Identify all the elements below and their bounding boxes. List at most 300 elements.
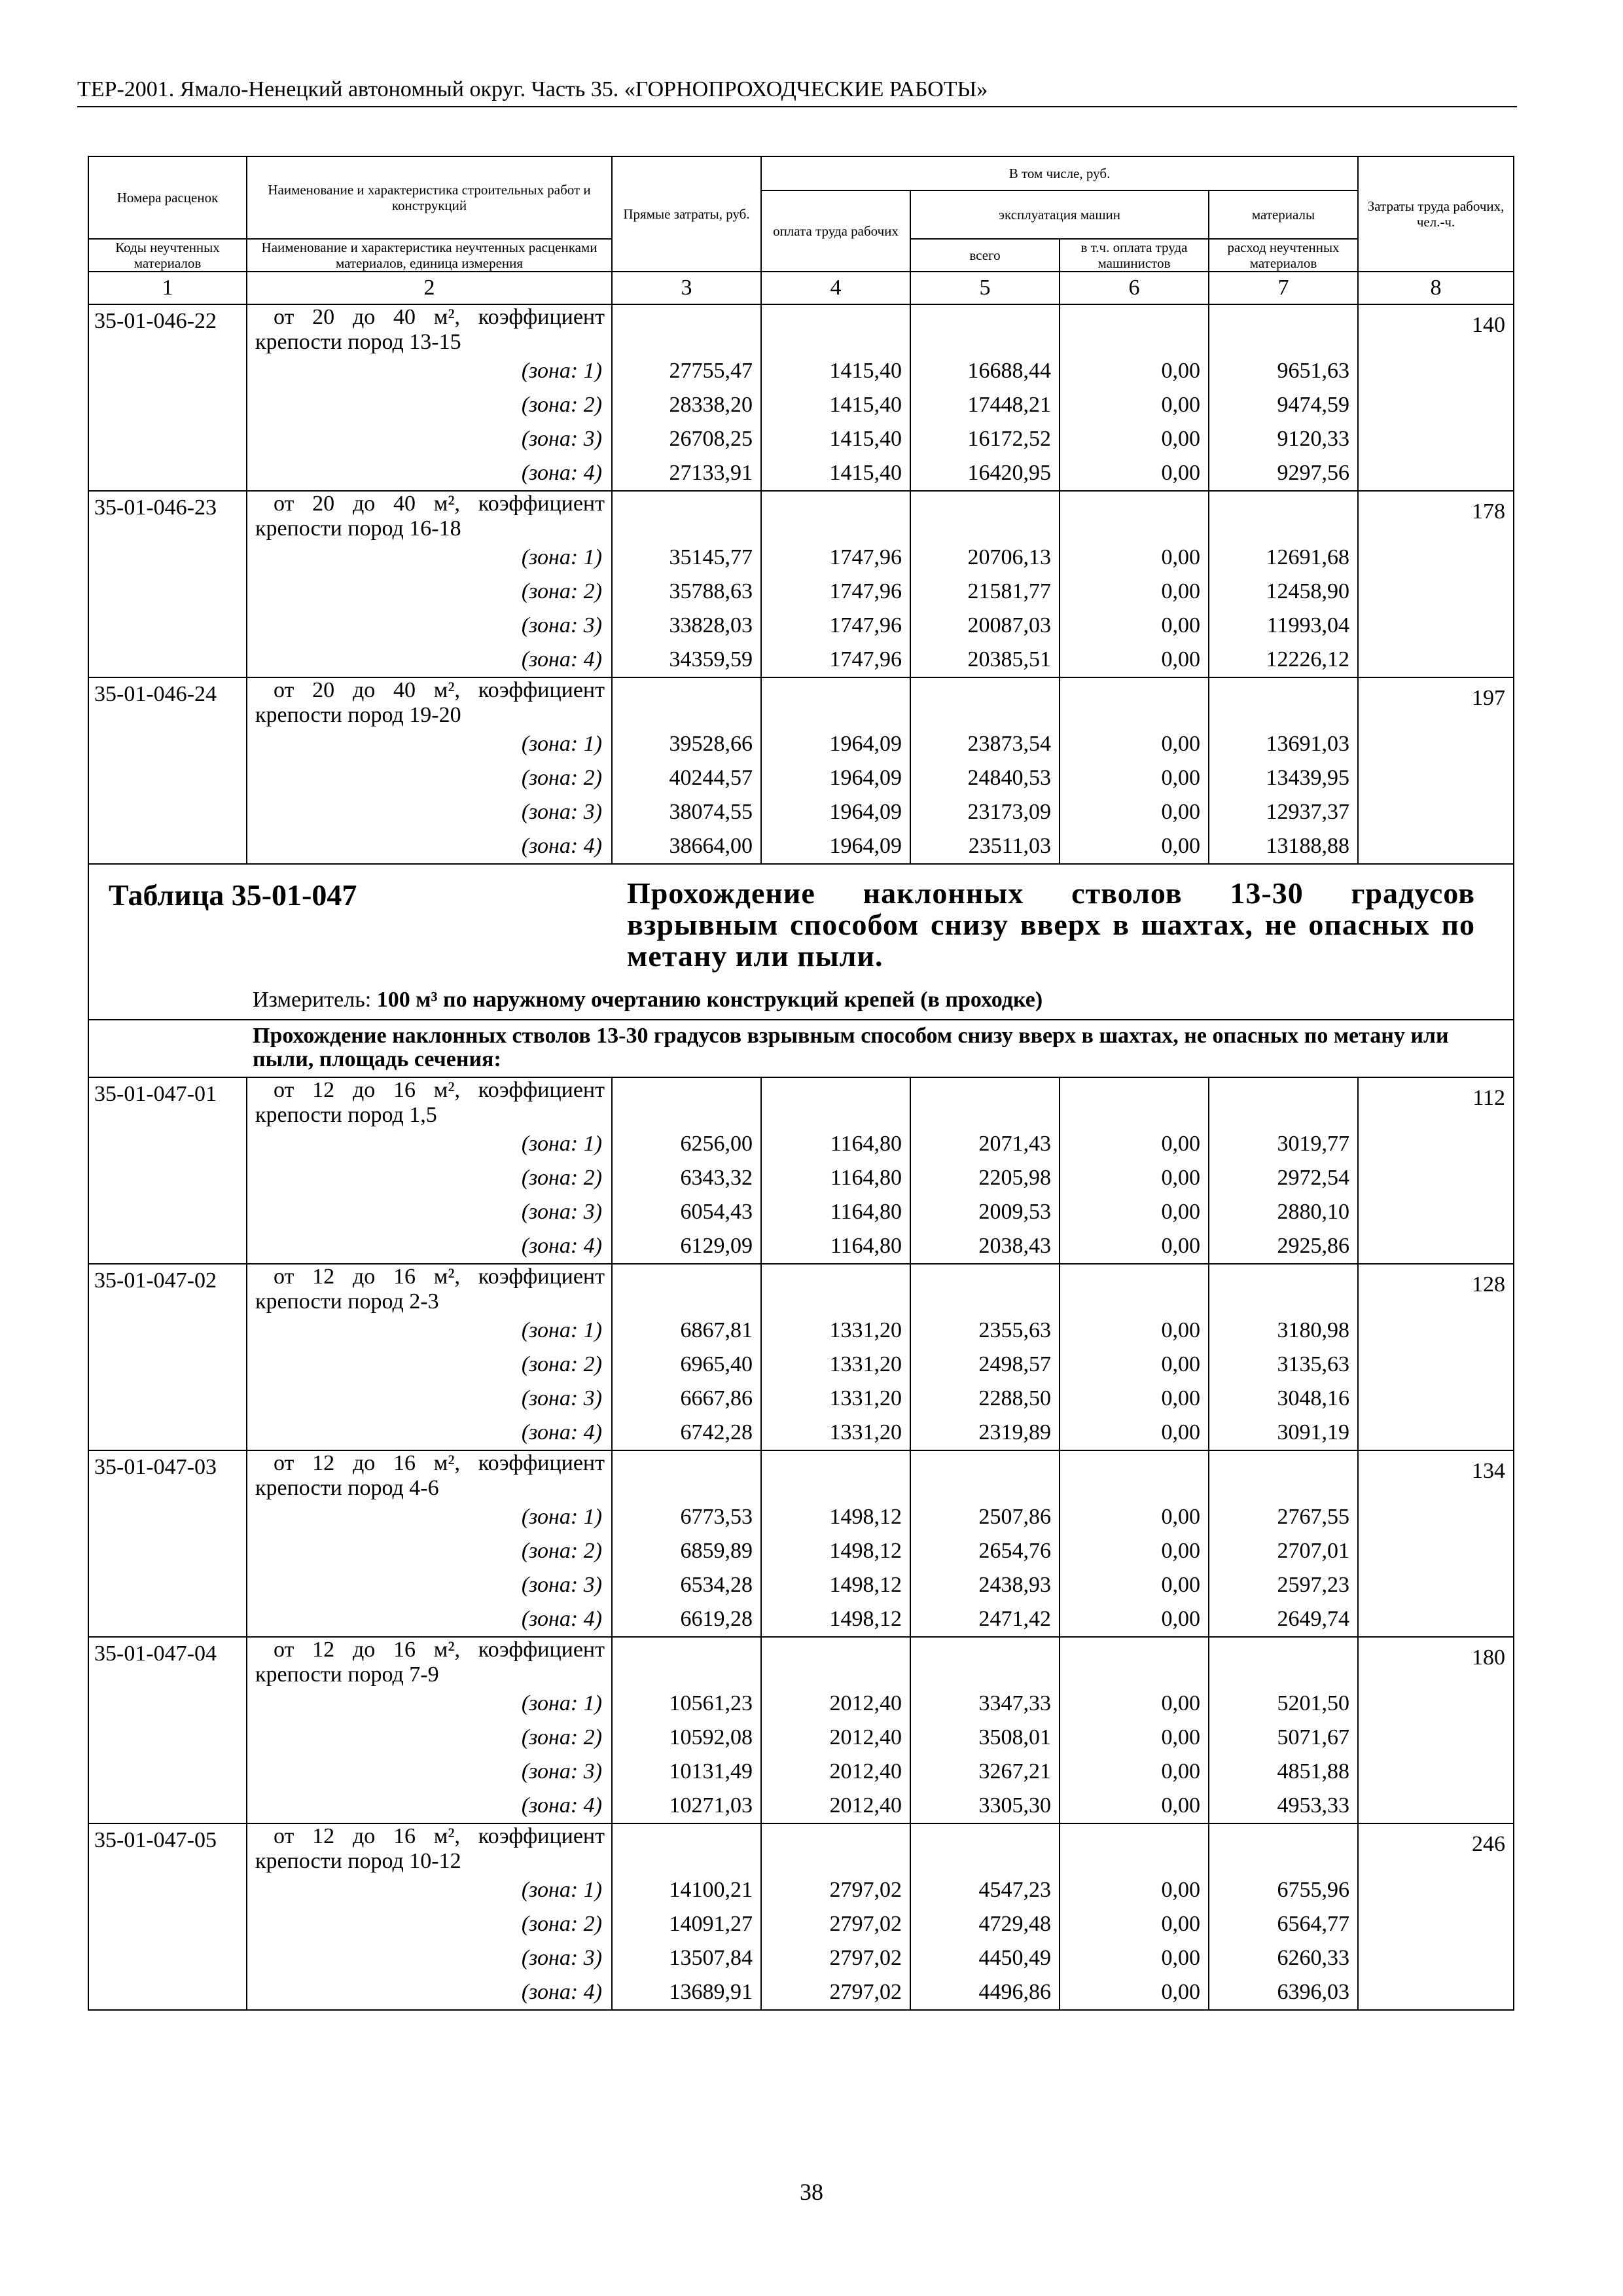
worker-pay: 1415,40 — [761, 423, 910, 457]
empty-cell — [88, 1789, 247, 1823]
col3-header: Прямые затраты, руб. — [612, 156, 761, 272]
machinist-pay: 0,00 — [1060, 389, 1209, 423]
machine-total: 2071,43 — [910, 1128, 1060, 1162]
empty-cell — [1060, 1637, 1209, 1687]
zone-row — [88, 1196, 1514, 1230]
worker-pay: 1498,12 — [761, 1603, 910, 1637]
materials-cost: 9651,63 — [1209, 355, 1358, 389]
rate-description — [247, 1637, 612, 1687]
empty-cell — [1209, 1264, 1358, 1314]
worker-pay: 1415,40 — [761, 389, 910, 423]
zone-row — [88, 830, 1514, 864]
materials-cost: 3048,16 — [1209, 1382, 1358, 1416]
materials-cost: 2880,10 — [1209, 1196, 1358, 1230]
empty-cell — [88, 575, 247, 609]
empty-cell — [1209, 304, 1358, 355]
rate-description — [247, 1077, 612, 1128]
materials-cost: 11993,04 — [1209, 609, 1358, 643]
machine-total: 4547,23 — [910, 1874, 1060, 1908]
zone-row — [88, 575, 1514, 609]
worker-pay: 2012,40 — [761, 1755, 910, 1789]
machinist-pay: 0,00 — [1060, 1874, 1209, 1908]
worker-pay: 2012,40 — [761, 1789, 910, 1823]
rate-row — [88, 491, 1514, 541]
empty-cell — [1358, 575, 1514, 609]
machinist-pay: 0,00 — [1060, 728, 1209, 762]
materials-cost: 6396,03 — [1209, 1976, 1358, 2010]
zone-row — [88, 423, 1514, 457]
empty-cell — [88, 1874, 247, 1908]
machines-header: эксплуатация машин — [910, 190, 1209, 239]
zone-row — [88, 1382, 1514, 1416]
empty-cell — [1358, 1416, 1514, 1450]
machinist-pay: 0,00 — [1060, 1162, 1209, 1196]
machine-total: 2507,86 — [910, 1501, 1060, 1535]
materials-cost: 2972,54 — [1209, 1162, 1358, 1196]
zone-row — [88, 1314, 1514, 1348]
machinist-pay: 0,00 — [1060, 355, 1209, 389]
empty-cell — [88, 1162, 247, 1196]
empty-cell — [1060, 1450, 1209, 1501]
materials-cost: 2925,86 — [1209, 1230, 1358, 1264]
group-header: В том числе, руб. — [761, 156, 1358, 190]
rate-code: 35-01-046-24 — [88, 677, 247, 728]
direct-cost: 27133,91 — [612, 457, 761, 491]
zone-row — [88, 1162, 1514, 1196]
machine-total: 2038,43 — [910, 1230, 1060, 1264]
materials-cost: 3019,77 — [1209, 1128, 1358, 1162]
empty-cell — [1358, 457, 1514, 491]
zone-label: (зона: 2) — [247, 1908, 612, 1942]
worker-pay: 1415,40 — [761, 457, 910, 491]
worker-pay: 1747,96 — [761, 643, 910, 677]
materials-cost: 12458,90 — [1209, 575, 1358, 609]
empty-cell — [1209, 1450, 1358, 1501]
zone-label: (зона: 3) — [247, 1569, 612, 1603]
materials-cost: 12226,12 — [1209, 643, 1358, 677]
empty-cell — [1358, 355, 1514, 389]
rate-description — [247, 304, 612, 355]
empty-cell — [88, 643, 247, 677]
zone-row — [88, 1721, 1514, 1755]
materials-cost: 2707,01 — [1209, 1535, 1358, 1569]
empty-cell — [88, 1348, 247, 1382]
direct-cost: 38664,00 — [612, 830, 761, 864]
machine-total: 4450,49 — [910, 1942, 1060, 1976]
zone-label: (зона: 4) — [247, 1416, 612, 1450]
rate-code: 35-01-047-03 — [88, 1450, 247, 1501]
rate-description-line: от 20 до 40 м², коэффициент — [274, 492, 605, 516]
rate-code: 35-01-046-22 — [88, 304, 247, 355]
zone-row — [88, 796, 1514, 830]
zone-label: (зона: 1) — [247, 355, 612, 389]
labor-cost: 246 — [1358, 1823, 1514, 1874]
empty-cell — [88, 728, 247, 762]
materials-cost: 4953,33 — [1209, 1789, 1358, 1823]
worker-pay: 1164,80 — [761, 1128, 910, 1162]
machine-total: 2205,98 — [910, 1162, 1060, 1196]
empty-cell — [1358, 1976, 1514, 2010]
direct-cost: 6742,28 — [612, 1416, 761, 1450]
empty-cell — [88, 389, 247, 423]
machine-total: 16420,95 — [910, 457, 1060, 491]
materials-cost: 13188,88 — [1209, 830, 1358, 864]
machine-total: 17448,21 — [910, 389, 1060, 423]
empty-cell — [88, 1942, 247, 1976]
machine-total: 3347,33 — [910, 1687, 1060, 1721]
materials-cost: 3180,98 — [1209, 1314, 1358, 1348]
machine-total: 20385,51 — [910, 643, 1060, 677]
empty-cell — [1358, 1535, 1514, 1569]
zone-row — [88, 1128, 1514, 1162]
empty-cell — [1358, 830, 1514, 864]
worker-pay: 1747,96 — [761, 609, 910, 643]
machine-total: 2288,50 — [910, 1382, 1060, 1416]
rates-table — [88, 156, 1514, 2011]
empty-cell — [612, 1823, 761, 1874]
materials-cost: 9474,59 — [1209, 389, 1358, 423]
materials-cost: 6755,96 — [1209, 1874, 1358, 1908]
empty-cell — [1209, 1077, 1358, 1128]
zone-label: (зона: 3) — [247, 1755, 612, 1789]
zone-label: (зона: 1) — [247, 1501, 612, 1535]
zone-label: (зона: 1) — [247, 1874, 612, 1908]
materials-cost: 2597,23 — [1209, 1569, 1358, 1603]
zone-row — [88, 541, 1514, 575]
zone-label: (зона: 4) — [247, 1789, 612, 1823]
direct-cost: 6965,40 — [612, 1348, 761, 1382]
empty-cell — [88, 1603, 247, 1637]
worker-pay: 1964,09 — [761, 796, 910, 830]
rate-code: 35-01-047-02 — [88, 1264, 247, 1314]
labor-cost: 180 — [1358, 1637, 1514, 1687]
machine-total: 2654,76 — [910, 1535, 1060, 1569]
zone-label: (зона: 4) — [247, 830, 612, 864]
empty-cell — [1209, 1637, 1358, 1687]
machinist-pay: 0,00 — [1060, 1603, 1209, 1637]
col-number: 3 — [612, 272, 761, 304]
zone-label: (зона: 4) — [247, 643, 612, 677]
rate-code: 35-01-047-05 — [88, 1823, 247, 1874]
empty-cell — [88, 1314, 247, 1348]
direct-cost: 35788,63 — [612, 575, 761, 609]
rate-row — [88, 1450, 1514, 1501]
col-number: 2 — [247, 272, 612, 304]
worker-pay: 1164,80 — [761, 1230, 910, 1264]
direct-cost: 6773,53 — [612, 1501, 761, 1535]
rate-code: 35-01-047-04 — [88, 1637, 247, 1687]
col1-top-header: Номера расценок — [88, 156, 247, 239]
machine-total: 2355,63 — [910, 1314, 1060, 1348]
empty-cell — [612, 677, 761, 728]
empty-cell — [88, 1976, 247, 2010]
zone-row — [88, 609, 1514, 643]
col4-header: оплата труда рабочих — [761, 190, 910, 272]
rate-row — [88, 1823, 1514, 1874]
zone-label: (зона: 1) — [247, 1687, 612, 1721]
zone-row — [88, 1976, 1514, 2010]
worker-pay: 1331,20 — [761, 1348, 910, 1382]
empty-cell — [88, 457, 247, 491]
direct-cost: 28338,20 — [612, 389, 761, 423]
empty-cell — [761, 304, 910, 355]
zone-label: (зона: 2) — [247, 762, 612, 796]
empty-cell — [910, 491, 1060, 541]
machine-total: 2009,53 — [910, 1196, 1060, 1230]
measure-line — [253, 988, 1043, 1013]
empty-cell — [1358, 1501, 1514, 1535]
materials-cost: 13439,95 — [1209, 762, 1358, 796]
direct-cost: 10271,03 — [612, 1789, 761, 1823]
direct-cost: 10592,08 — [612, 1721, 761, 1755]
zone-row — [88, 1230, 1514, 1264]
zone-label: (зона: 3) — [247, 423, 612, 457]
empty-cell — [88, 796, 247, 830]
machinist-pay: 0,00 — [1060, 423, 1209, 457]
machinist-pay: 0,00 — [1060, 1908, 1209, 1942]
materials-cost: 2649,74 — [1209, 1603, 1358, 1637]
direct-cost: 26708,25 — [612, 423, 761, 457]
rate-description — [247, 1450, 612, 1501]
rate-description-line: от 12 до 16 м², коэффициент — [274, 1265, 605, 1289]
materials-cost: 9297,56 — [1209, 457, 1358, 491]
machinist-pay: 0,00 — [1060, 575, 1209, 609]
materials-cost: 3091,19 — [1209, 1416, 1358, 1450]
zone-label: (зона: 1) — [247, 541, 612, 575]
zone-row — [88, 1687, 1514, 1721]
empty-cell — [88, 1501, 247, 1535]
empty-cell — [612, 1077, 761, 1128]
materials-cost: 3135,63 — [1209, 1348, 1358, 1382]
rate-code: 35-01-046-23 — [88, 491, 247, 541]
rate-description-line: крепости пород 13-15 — [255, 330, 461, 355]
empty-cell — [1358, 1908, 1514, 1942]
col-number: 7 — [1209, 272, 1358, 304]
empty-cell — [910, 1264, 1060, 1314]
empty-cell — [761, 1823, 910, 1874]
rate-description-line: крепости пород 1,5 — [255, 1103, 437, 1128]
empty-cell — [1358, 728, 1514, 762]
empty-cell — [1358, 1755, 1514, 1789]
rate-description — [247, 1264, 612, 1314]
zone-label: (зона: 3) — [247, 609, 612, 643]
machinist-pay: 0,00 — [1060, 541, 1209, 575]
rate-description-line: крепости пород 2-3 — [255, 1289, 439, 1314]
materials-cost: 13691,03 — [1209, 728, 1358, 762]
table-title-block — [88, 864, 1514, 1020]
direct-cost: 40244,57 — [612, 762, 761, 796]
rate-description-line: крепости пород 16-18 — [255, 516, 461, 541]
zone-label: (зона: 3) — [247, 1942, 612, 1976]
worker-pay: 1498,12 — [761, 1569, 910, 1603]
empty-cell — [1060, 677, 1209, 728]
direct-cost: 33828,03 — [612, 609, 761, 643]
empty-cell — [88, 609, 247, 643]
empty-cell — [88, 1908, 247, 1942]
empty-cell — [612, 304, 761, 355]
zone-row — [88, 1501, 1514, 1535]
empty-cell — [612, 1450, 761, 1501]
empty-cell — [1358, 1874, 1514, 1908]
direct-cost: 39528,66 — [612, 728, 761, 762]
direct-cost: 13689,91 — [612, 1976, 761, 2010]
page-header: ТЕР-2001. Ямало-Ненецкий автономный округ. Часть 35. «ГОРНОПРОХОДЧЕСКИЕ РАБОТЫ» — [77, 77, 988, 101]
machinist-pay: 0,00 — [1060, 1942, 1209, 1976]
machinist-pay: 0,00 — [1060, 796, 1209, 830]
direct-cost: 6256,00 — [612, 1128, 761, 1162]
col1-bottom-header: Коды неучтенных материалов — [88, 239, 247, 272]
rate-description-line: от 12 до 16 м², коэффициент — [274, 1451, 605, 1476]
empty-cell — [1358, 796, 1514, 830]
empty-cell — [612, 491, 761, 541]
col7-header: расход неучтенных материалов — [1209, 239, 1358, 272]
empty-cell — [88, 1755, 247, 1789]
machinist-pay: 0,00 — [1060, 1569, 1209, 1603]
empty-cell — [1358, 1382, 1514, 1416]
empty-cell — [1358, 643, 1514, 677]
empty-cell — [910, 677, 1060, 728]
machinist-pay: 0,00 — [1060, 457, 1209, 491]
zone-row — [88, 762, 1514, 796]
worker-pay: 2797,02 — [761, 1976, 910, 2010]
empty-cell — [1358, 1230, 1514, 1264]
direct-cost: 6343,32 — [612, 1162, 761, 1196]
worker-pay: 2797,02 — [761, 1874, 910, 1908]
col-number: 4 — [761, 272, 910, 304]
worker-pay: 1964,09 — [761, 830, 910, 864]
labor-cost: 140 — [1358, 304, 1514, 355]
empty-cell — [910, 1637, 1060, 1687]
machine-total: 2319,89 — [910, 1416, 1060, 1450]
rate-description-line: крепости пород 4-6 — [255, 1476, 439, 1501]
zone-label: (зона: 2) — [247, 1348, 612, 1382]
zone-label: (зона: 4) — [247, 1976, 612, 2010]
empty-cell — [88, 1535, 247, 1569]
worker-pay: 1964,09 — [761, 728, 910, 762]
empty-cell — [1358, 1603, 1514, 1637]
empty-cell — [1358, 423, 1514, 457]
zone-label: (зона: 3) — [247, 1196, 612, 1230]
rate-description-line: от 12 до 16 м², коэффициент — [274, 1638, 605, 1662]
rate-description-line: крепости пород 7-9 — [255, 1662, 439, 1687]
machinist-pay: 0,00 — [1060, 1976, 1209, 2010]
zone-label: (зона: 1) — [247, 728, 612, 762]
zone-row — [88, 355, 1514, 389]
empty-cell — [1358, 1687, 1514, 1721]
labor-cost: 112 — [1358, 1077, 1514, 1128]
empty-cell — [1358, 1789, 1514, 1823]
direct-cost: 6867,81 — [612, 1314, 761, 1348]
machine-total: 20087,03 — [910, 609, 1060, 643]
worker-pay: 1164,80 — [761, 1162, 910, 1196]
zone-row — [88, 1416, 1514, 1450]
empty-cell — [1060, 1077, 1209, 1128]
worker-pay: 1747,96 — [761, 575, 910, 609]
zone-label: (зона: 3) — [247, 796, 612, 830]
worker-pay: 1498,12 — [761, 1535, 910, 1569]
col2-bottom-header: Наименование и характеристика неучтенных расценками материалов, единица измерения — [247, 239, 612, 272]
machine-total: 2498,57 — [910, 1348, 1060, 1382]
machinist-pay: 0,00 — [1060, 1196, 1209, 1230]
zone-row — [88, 1348, 1514, 1382]
worker-pay: 1164,80 — [761, 1196, 910, 1230]
direct-cost: 6054,43 — [612, 1196, 761, 1230]
machine-total: 2438,93 — [910, 1569, 1060, 1603]
empty-cell — [88, 1416, 247, 1450]
machinist-pay: 0,00 — [1060, 1382, 1209, 1416]
empty-cell — [88, 1230, 247, 1264]
empty-cell — [1358, 762, 1514, 796]
rate-description-line: от 12 до 16 м², коэффициент — [274, 1824, 605, 1849]
rate-code: 35-01-047-01 — [88, 1077, 247, 1128]
materials-cost: 6260,33 — [1209, 1942, 1358, 1976]
direct-cost: 10561,23 — [612, 1687, 761, 1721]
machinist-pay: 0,00 — [1060, 762, 1209, 796]
col8-header: Затраты труда рабочих, чел.-ч. — [1358, 156, 1514, 272]
empty-cell — [88, 1687, 247, 1721]
zone-row — [88, 1789, 1514, 1823]
materials-cost: 4851,88 — [1209, 1755, 1358, 1789]
worker-pay: 1331,20 — [761, 1416, 910, 1450]
machinist-pay: 0,00 — [1060, 1348, 1209, 1382]
empty-cell — [88, 1196, 247, 1230]
direct-cost: 14100,21 — [612, 1874, 761, 1908]
worker-pay: 1415,40 — [761, 355, 910, 389]
worker-pay: 2797,02 — [761, 1908, 910, 1942]
empty-cell — [761, 677, 910, 728]
direct-cost: 6667,86 — [612, 1382, 761, 1416]
rate-row — [88, 304, 1514, 355]
empty-cell — [1209, 677, 1358, 728]
materials-cost: 12937,37 — [1209, 796, 1358, 830]
direct-cost: 6619,28 — [612, 1603, 761, 1637]
empty-cell — [910, 1077, 1060, 1128]
worker-pay: 1331,20 — [761, 1382, 910, 1416]
machinist-pay: 0,00 — [1060, 1314, 1209, 1348]
machine-total: 2471,42 — [910, 1603, 1060, 1637]
worker-pay: 2012,40 — [761, 1721, 910, 1755]
table-id: Таблица 35-01-047 — [109, 878, 357, 912]
col2-top-header: Наименование и характеристика строительных работ и конструкций — [247, 156, 612, 239]
zone-label: (зона: 4) — [247, 1230, 612, 1264]
rate-row — [88, 677, 1514, 728]
rate-description-line: крепости пород 10-12 — [255, 1849, 461, 1874]
zone-label: (зона: 1) — [247, 1128, 612, 1162]
machine-total: 21581,77 — [910, 575, 1060, 609]
empty-cell — [1358, 1569, 1514, 1603]
direct-cost: 13507,84 — [612, 1942, 761, 1976]
machinist-pay: 0,00 — [1060, 1501, 1209, 1535]
worker-pay: 2797,02 — [761, 1942, 910, 1976]
machinist-pay: 0,00 — [1060, 1687, 1209, 1721]
direct-cost: 6129,09 — [612, 1230, 761, 1264]
col-number: 5 — [910, 272, 1060, 304]
labor-cost: 134 — [1358, 1450, 1514, 1501]
materials-header: материалы — [1209, 190, 1358, 239]
empty-cell — [761, 1264, 910, 1314]
empty-cell — [1358, 1162, 1514, 1196]
machine-total: 23873,54 — [910, 728, 1060, 762]
worker-pay: 2012,40 — [761, 1687, 910, 1721]
empty-cell — [1060, 1264, 1209, 1314]
col-number: 1 — [88, 272, 247, 304]
direct-cost: 6534,28 — [612, 1569, 761, 1603]
worker-pay: 1964,09 — [761, 762, 910, 796]
machine-total: 16172,52 — [910, 423, 1060, 457]
machinist-pay: 0,00 — [1060, 1789, 1209, 1823]
materials-cost: 12691,68 — [1209, 541, 1358, 575]
zone-label: (зона: 4) — [247, 457, 612, 491]
